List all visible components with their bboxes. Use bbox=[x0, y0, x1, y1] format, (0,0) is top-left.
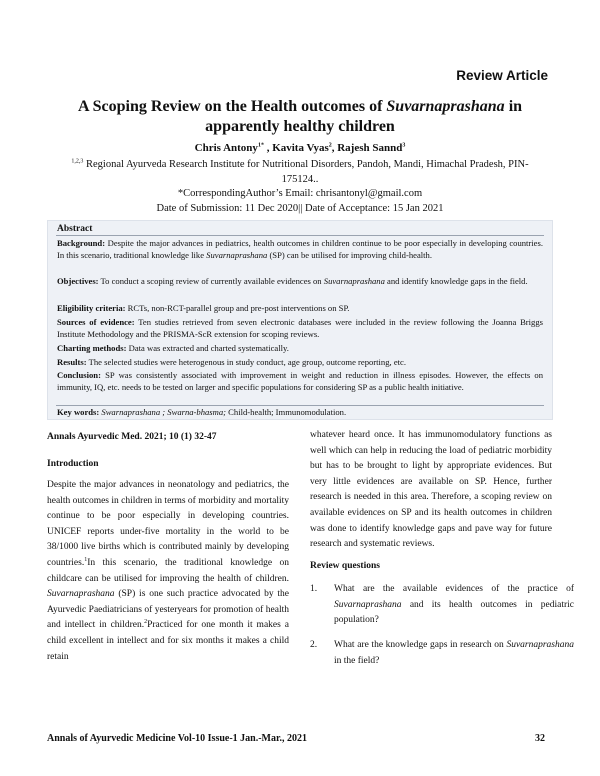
submission-dates: Date of Submission: 11 Dec 2020|| Date of Acceptance: 15 Jan 2021 bbox=[156, 203, 444, 214]
abstract-background bbox=[57, 238, 543, 261]
author-2-sup: 2 bbox=[328, 142, 332, 149]
intro-text-1: Despite the major advances in neonatology and pediatrics, the health outcomes in children in terms of morbidity and mortality continue to be poor especially in developing countries. UNICEF reports under-five mortality in the world to be 38/1000 live births which is contributed mainly by developing countries. bbox=[47, 480, 289, 568]
citation-line: Annals Ayurvedic Med. 2021; 10 (1) 32-47 bbox=[47, 432, 217, 442]
q2-text-b: in the field? bbox=[334, 655, 380, 666]
charting-text: Data was extracted and charted systematically. bbox=[126, 343, 289, 353]
abstract-eligibility bbox=[57, 303, 543, 315]
review-questions-heading: Review questions bbox=[310, 561, 380, 571]
abstract-keywords bbox=[57, 407, 543, 419]
intro-sup-2: 2 bbox=[144, 619, 148, 626]
abstract-rule-top bbox=[56, 235, 544, 236]
abstract-rule-bottom bbox=[56, 405, 544, 406]
affiliation-sup: 1,2,3 bbox=[71, 158, 84, 165]
footer-page-number: 32 bbox=[535, 733, 545, 744]
title-suffix: in apparently healthy children bbox=[205, 98, 523, 135]
title-prefix: A Scoping Review on the Health outcomes of bbox=[77, 98, 387, 115]
q1-italic: Suvarnaprashana bbox=[334, 599, 402, 610]
review-question-1 bbox=[310, 582, 574, 630]
objectives-text-b: and identify knowledge gaps in the field. bbox=[384, 276, 528, 286]
q1-number: 1. bbox=[310, 584, 318, 594]
introduction-heading: Introduction bbox=[47, 459, 99, 469]
author-1-sup: 1* bbox=[257, 142, 264, 149]
author-3: Rajesh Sannd bbox=[337, 142, 403, 154]
q1-text bbox=[334, 582, 574, 629]
q1-text-a: What are the available evidences of the practice of bbox=[334, 584, 574, 594]
q2-number: 2. bbox=[310, 640, 318, 650]
abstract-conclusion bbox=[57, 370, 543, 393]
background-text-b: (SP) can be utilised for improving child-health. bbox=[267, 249, 432, 260]
intro-italic: Suvarnaprashana bbox=[47, 589, 115, 600]
abstract-heading: Abstract bbox=[57, 224, 93, 234]
author-list: Chris Antony$^{1*}$ , Kavita Vyas$^2$, Rajesh Sannd$^3$ bbox=[194, 142, 406, 154]
sources-label: Sources of evidence: bbox=[57, 317, 135, 327]
q2-italic: Suvarnaprashana bbox=[506, 640, 574, 650]
review-question-2 bbox=[310, 638, 574, 670]
introduction-paragraph bbox=[47, 478, 289, 665]
keywords-italic: Swarnaprashana ; Swarna-bhasma; bbox=[99, 407, 227, 417]
objectives-label: Objectives: bbox=[57, 276, 99, 286]
q2-text-a: What are the knowledge gaps in research on bbox=[334, 640, 507, 650]
objectives-italic: Suvarnaprashana bbox=[323, 276, 385, 286]
right-col-text: whatever heard once. It has immunomodulatory functions as well which can help in reducing the load of pediatric morbidity but has to be brought to light by appropriate evidences. But very little evidences are available on SP. Hence, further research is needed in this area. Therefore, a scoping review on available evidences on SP and its health outcomes in children was done to identify knowledge gaps and pave way for future research and systematic reviews. bbox=[310, 430, 552, 550]
charting-label: Charting methods: bbox=[57, 343, 127, 353]
footer-journal: Annals of Ayurvedic Medicine Vol-10 Issue-1 Jan.-Mar., 2021 bbox=[47, 733, 308, 744]
keywords-text: Child-health; Immunomodulation. bbox=[226, 407, 347, 417]
keywords-label: Key words: bbox=[57, 407, 100, 417]
conclusion-label: Conclusion: bbox=[57, 370, 101, 380]
conclusion-text: SP was consistently associated with improvement in weight and reduction in illness episodes. However, the effects on immunity, IQ, etc. needs to be tested on larger and specific populations for considering SP as a public health initiative. bbox=[57, 370, 543, 392]
eligibility-label: Eligibility criteria: bbox=[57, 303, 126, 313]
q2-text bbox=[334, 638, 574, 669]
abstract-box bbox=[47, 220, 553, 420]
author-3-sup: 3 bbox=[402, 142, 406, 149]
right-column-paragraph bbox=[310, 428, 552, 553]
title-italic: Suvarnaprashana bbox=[386, 98, 505, 115]
abstract-sources bbox=[57, 317, 543, 340]
intro-sup-1: 1 bbox=[84, 556, 88, 563]
abstract-objectives bbox=[57, 276, 543, 288]
affiliation bbox=[70, 157, 530, 187]
author-1: Chris Antony bbox=[194, 142, 258, 154]
objectives-text-a: To conduct a scoping review of currently available evidences on bbox=[98, 276, 324, 286]
background-label: Background: bbox=[57, 238, 106, 248]
eligibility-text: RCTs, non-RCT-parallel group and pre-post interventions on SP. bbox=[125, 303, 350, 313]
corresponding-email: *CorrespondingAuthor’s Email: chrisantonyl@gmail.com bbox=[177, 188, 423, 199]
background-text-a: Despite the major advances in pediatrics, health outcomes in children continue to be poor especially in developing countries. In this scenario, traditional knowledge like bbox=[57, 238, 543, 260]
background-italic: Suvarnaprashana bbox=[206, 249, 268, 260]
intro-text-3: (SP) is one such practice advocated by the Ayurvedic Paediatricians of yesteryears for promotion of health and intellect in children. bbox=[47, 589, 289, 631]
intro-text-2: In this scenario, the traditional knowledge on childcare can be utilised for improving the health of children. bbox=[47, 557, 289, 584]
intro-text-4: Practiced for one month it makes a child excellent in intellect and for six months it makes a child retain bbox=[47, 620, 289, 662]
article-type-label: Review Article bbox=[456, 68, 548, 83]
author-2: Kavita Vyas bbox=[272, 142, 329, 154]
abstract-charting bbox=[57, 343, 543, 355]
results-text: The selected studies were heterogenous in study conduct, age group, outcome reporting, etc. bbox=[86, 357, 406, 367]
affiliation-text: Regional Ayurveda Research Institute for Nutritional Disorders, Pandoh, Mandi, Himachal Pradesh, PIN-175124.. bbox=[83, 159, 529, 185]
abstract-results bbox=[57, 357, 543, 369]
q1-text-b: and its health outcomes in pediatric population? bbox=[334, 599, 574, 626]
sources-text: Ten studies retrieved from seven electronic databases were included in the review following the Joanna Briggs Institute Methodology and the PRISMA-ScR extension for scoping reviews. bbox=[57, 317, 543, 339]
paper-title bbox=[60, 97, 540, 137]
results-label: Results: bbox=[57, 357, 87, 367]
